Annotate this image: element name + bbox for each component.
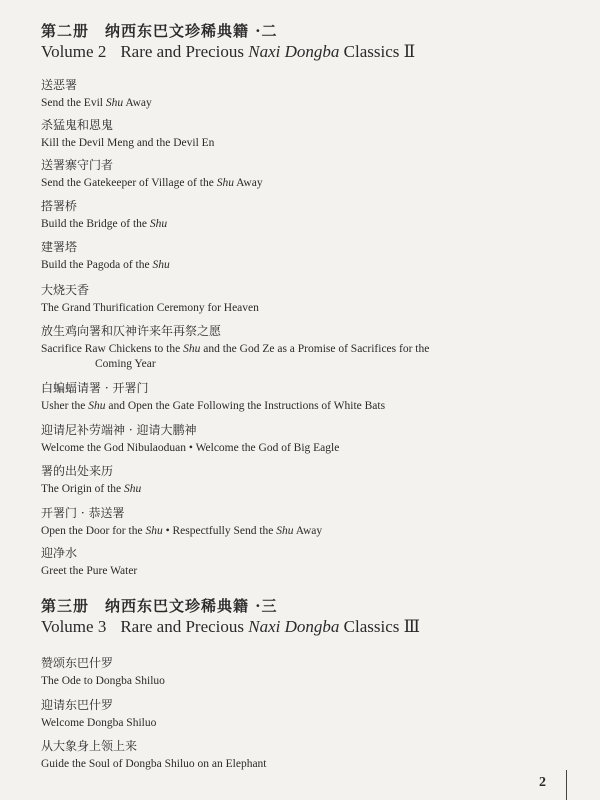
volume-3-label: Volume 3	[41, 617, 107, 636]
volume-3-title-en	[41, 617, 581, 637]
volume-2-title-italic: Naxi Dongba	[248, 42, 340, 61]
entry-title-en-text: The Grand Thurification Ceremony for Heaven	[41, 302, 259, 314]
entry-title-en-italic: Shu	[124, 483, 142, 495]
toc-entry	[41, 381, 571, 414]
entry-title-zh: 迎请尼补劳端神 · 迎请大鹏神	[41, 423, 197, 437]
entry-title-zh: 赞颂东巴什罗	[41, 656, 114, 670]
entry-title-en-italic: Shu	[216, 177, 234, 189]
entry-title-en	[41, 482, 571, 497]
toc-entry	[41, 423, 571, 456]
entry-title-en	[41, 674, 571, 689]
entry-title-en-text: Kill the Devil Meng and the Devil En	[41, 137, 215, 149]
toc-entry	[41, 78, 571, 111]
toc-entry	[41, 118, 571, 151]
entry-title-en-text: The Ode to Dongba Shiluo	[41, 675, 165, 687]
toc-entry	[41, 506, 571, 539]
volume-2-title-pre: Rare and Precious	[120, 42, 249, 61]
entry-title-zh: 建署塔	[41, 240, 78, 254]
entry-title-en	[41, 301, 571, 316]
toc-entry	[41, 240, 571, 273]
entry-title-en-text: Open the Door for the	[41, 525, 146, 537]
entry-title-en-text: Build the Bridge of the	[41, 218, 150, 230]
toc-entry	[41, 158, 571, 191]
entry-title-zh: 从大象身上领上来	[41, 739, 138, 753]
entry-title-en-text: Away	[123, 97, 152, 109]
entry-title-en-continuation: Coming Year	[95, 358, 156, 370]
entry-title-zh: 放生鸡向署和仄神许来年再祭之愿	[41, 324, 222, 338]
entry-title-zh: 迎请东巴什罗	[41, 698, 114, 712]
toc-entry	[41, 283, 571, 316]
volume-3-heading	[41, 597, 581, 637]
page-number: 2	[539, 775, 546, 790]
toc-entry	[41, 739, 571, 772]
volume-3-title-italic: Naxi Dongba	[248, 617, 340, 636]
entry-title-en-text: Away	[233, 177, 263, 189]
entry-title-zh: 大烧天香	[41, 283, 90, 297]
entry-title-en-italic: Shu	[88, 400, 106, 412]
toc-entry	[41, 546, 571, 579]
entry-title-en	[41, 524, 571, 539]
volume-3-title-post: Classics Ⅲ	[339, 617, 421, 636]
entry-title-zh: 署的出处来历	[41, 464, 114, 478]
entry-title-en	[41, 258, 571, 273]
entry-title-en	[41, 342, 571, 372]
entry-title-en-text: Away	[293, 525, 323, 537]
entry-title-en	[41, 217, 571, 232]
volume-2-title-post: Classics Ⅱ	[339, 42, 416, 61]
entry-title-zh: 送恶署	[41, 78, 78, 92]
volume-2-heading	[41, 22, 581, 62]
entry-title-en-text: and the God Ze as a Promise of Sacrifices for the	[200, 343, 430, 355]
entry-title-en	[41, 176, 571, 191]
entry-title-zh: 搭署桥	[41, 199, 78, 213]
entry-title-en	[41, 136, 571, 151]
toc-entry	[41, 324, 571, 372]
entry-title-zh: 迎净水	[41, 546, 78, 560]
entry-title-en-text: Send the Evil	[41, 97, 106, 109]
entry-title-en-italic: Shu	[152, 259, 170, 271]
entry-title-zh: 送署寨守门者	[41, 158, 114, 172]
entry-title-en-text: Build the Pagoda of the	[41, 259, 153, 271]
entry-title-en-text: Sacrifice Raw Chickens to the	[41, 343, 184, 355]
volume-2-label: Volume 2	[41, 42, 107, 61]
volume-3-title-pre: Rare and Precious	[120, 617, 249, 636]
entry-title-en-text: Usher the	[41, 400, 89, 412]
page-edge-rule	[566, 770, 567, 800]
entry-title-en-italic: Shu	[276, 525, 294, 537]
toc-entry	[41, 656, 571, 689]
entry-title-en	[41, 399, 571, 414]
entry-title-en-text: and Open the Gate Following the Instructions of White Bats	[105, 400, 386, 412]
entry-title-zh: 白蝙蝠请署 · 开署门	[41, 381, 149, 395]
entry-title-en-text: Welcome the God Nibulaoduan • Welcome the God of Big Eagle	[41, 442, 340, 454]
entry-title-en-text: • Respectfully Send the	[162, 525, 277, 537]
entry-title-en	[41, 96, 571, 111]
entry-title-en-italic: Shu	[105, 97, 124, 109]
toc-entry	[41, 698, 571, 731]
volume-2-title-zh: 第二册 纳西东巴文珍稀典籍 ·二	[41, 22, 278, 40]
entry-title-en-italic: Shu	[183, 343, 201, 355]
entry-title-en-text: The Origin of the	[41, 483, 125, 495]
volume-2-title-en	[41, 42, 581, 62]
entry-title-en-italic: Shu	[145, 525, 163, 537]
entry-title-en	[41, 564, 571, 579]
entry-title-en-text: Guide the Soul of Dongba Shiluo on an Elephant	[41, 758, 267, 770]
entry-title-en	[41, 757, 571, 772]
toc-entry	[41, 464, 571, 497]
entry-title-en-italic: Shu	[149, 218, 168, 230]
entry-title-zh: 开署门 · 恭送署	[41, 506, 125, 520]
entry-title-zh: 杀猛鬼和恩鬼	[41, 118, 114, 132]
entry-title-en	[41, 716, 571, 731]
toc-entry	[41, 199, 571, 232]
entry-title-en-text: Welcome Dongba Shiluo	[41, 717, 157, 729]
entry-title-en	[41, 441, 571, 456]
entry-title-en-text: Greet the Pure Water	[41, 565, 138, 577]
entry-title-en-text: Send the Gatekeeper of Village of the	[41, 177, 217, 189]
volume-3-title-zh: 第三册 纳西东巴文珍稀典籍 ·三	[41, 597, 278, 615]
